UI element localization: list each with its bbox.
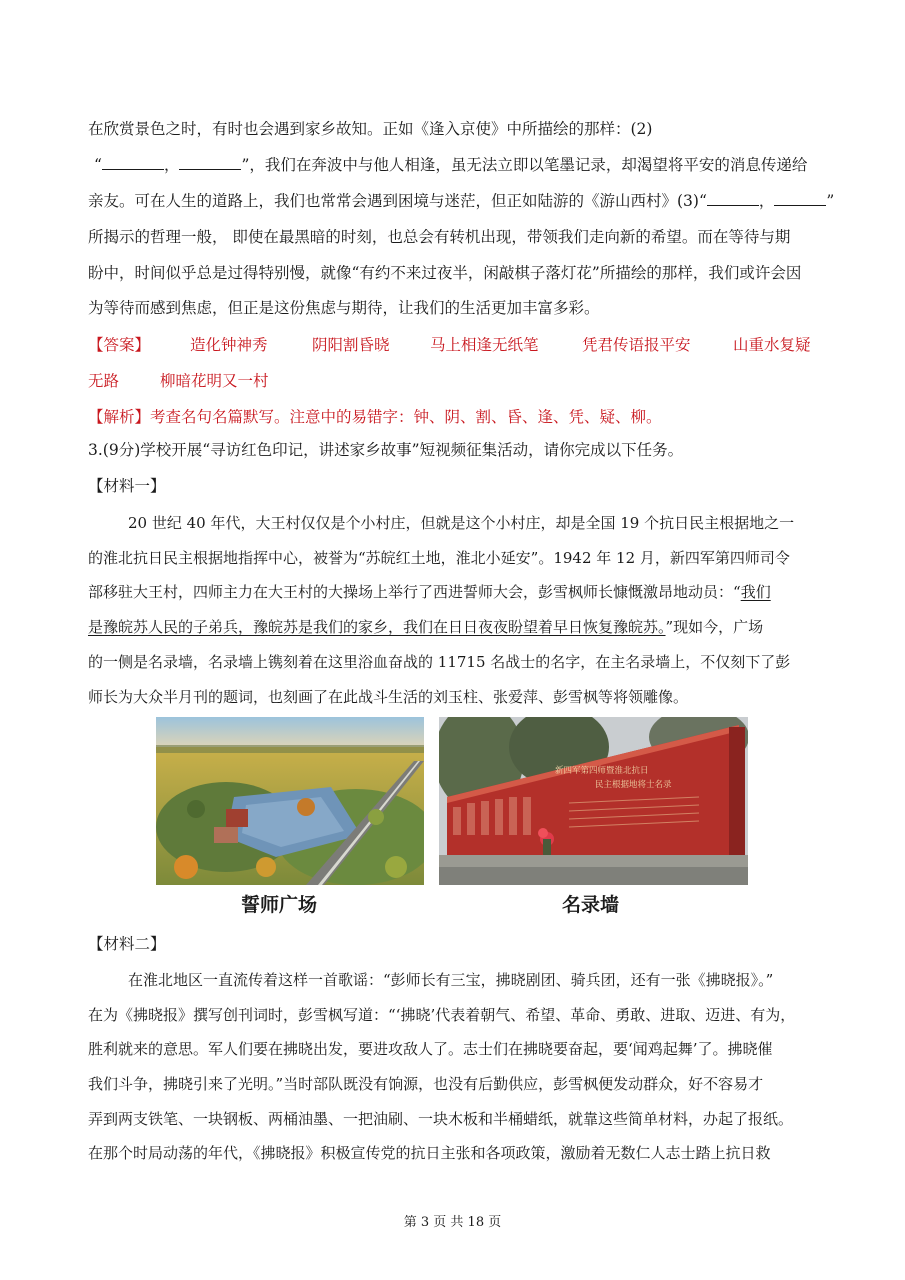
passage-line-3 <box>88 191 834 211</box>
blank-3 <box>707 191 759 206</box>
material1-line-3 <box>88 582 771 602</box>
passage-line-3-text: 亲友。可在人生的道路上，我们也常常会遇到困境与迷茫，但正如陆游的《游山西村》(3)“ <box>88 192 707 210</box>
close-quote: ” <box>826 192 835 210</box>
question-3: 3.(9分)学校开展“寻访红色印记，讲述家乡故事”短视频征集活动，请你完成以下任务。 <box>88 441 684 459</box>
material1-line-1: 20 世纪 40 年代，大王村仅仅是个小村庄，但就是这个小村庄，却是全国 19 个抗日民主根据地之一 <box>128 514 795 532</box>
material2-heading: 【材料二】 <box>88 935 166 953</box>
oath-square-illustration <box>156 717 424 885</box>
passage-line-2 <box>94 155 807 175</box>
wall-inscription-2: 民主根据地将士名录 <box>595 780 672 790</box>
comma: ， <box>163 156 180 174</box>
analysis-text: 【解析】考查名句名篇默写。注意中的易错字：钟、阴、割、昏、逢、凭、疑、柳。 <box>88 408 662 426</box>
underlined-quote: 是豫皖苏人民的子弟兵，豫皖苏是我们的家乡，我们在日日夜夜盼望着早日恢复豫皖苏。 <box>88 618 666 636</box>
material1-line-6: 师长为大众半月刊的题词，也刻画了在此战斗生活的刘玉柱、张爱萍、彭雪枫等将领雕像。 <box>88 688 689 706</box>
open-quote: “ <box>94 156 102 174</box>
name-wall-caption: 名录墙 <box>562 894 620 916</box>
answer-item-3: 马上相逢无纸笔 <box>430 336 539 354</box>
oath-square-photo <box>156 717 424 885</box>
passage-line-1: 在欣赏景色之时，有时也会遇到家乡故知。正如《逢入京使》中所描绘的那样：(2) <box>88 120 653 138</box>
material1-line-4 <box>88 617 763 637</box>
oath-square-caption: 誓师广场 <box>241 894 318 916</box>
name-wall-photo <box>439 717 748 885</box>
material1-line-2: 的淮北抗日民主根据地指挥中心，被誉为“苏皖红土地，淮北小延安”。1942 年 12 月，新四军第四师司令 <box>88 549 790 567</box>
answer-item-2: 阴阳割昏晓 <box>312 336 390 354</box>
material2-line-6: 在那个时局动荡的年代，《拂晓报》积极宣传党的抗日主张和各项政策，激励着无数仁人志士踏上抗日救 <box>88 1144 771 1162</box>
passage-line-6: 为等待而感到焦虑，但正是这份焦虑与期待，让我们的生活更加丰富多彩。 <box>88 299 600 317</box>
passage-line-4: 所揭示的哲理一般， 即使在最黑暗的时刻，也总会有转机出现，带领我们走向新的希望。而在等待与期 <box>88 228 791 246</box>
underlined-quote-start: 我们 <box>740 583 771 601</box>
passage-line-2-text: ”，我们在奔波中与他人相逢，虽无法立即以笔墨记录，却渴望将平安的消息传递给 <box>241 156 808 174</box>
material1-line-4-text: ”现如今，广场 <box>665 618 764 636</box>
material2-line-1: 在淮北地区一直流传着这样一首歌谣：“彭师长有三宝，拂晓剧团、骑兵团，还有一张《拂晓报》。” <box>128 971 774 989</box>
material1-heading: 【材料一】 <box>88 477 166 495</box>
comma: ， <box>758 192 775 210</box>
material1-line-3-text: 部移驻大王村，四师主力在大王村的大操场上举行了西进誓师大会，彭雪枫师长慷慨激昂地动员：“ <box>88 583 741 601</box>
wall-inscription-1: 新四军第四师暨淮北抗日 <box>555 766 649 776</box>
material2-line-3: 胜利就来的意思。军人们要在拂晓出发，要进攻敌人了。志士们在拂晓要奋起，要‘闻鸡起舞’了。拂晓催 <box>88 1040 773 1058</box>
answer-label: 【答案】 <box>88 336 151 354</box>
blank-4 <box>774 191 826 206</box>
answer-item-5-cont: 无路 <box>88 372 120 390</box>
answer-item-1: 造化钟神秀 <box>190 336 268 354</box>
material1-line-5: 的一侧是名录墙，名录墙上镌刻着在这里浴血奋战的 11715 名战士的名字，在主名录墙上，不仅刻下了彭 <box>88 653 791 671</box>
passage-line-5: 盼中，时间似乎总是过得特别慢，就像“有约不来过夜半，闲敲棋子落灯花”所描绘的那样，我们或许会因 <box>88 264 802 282</box>
blank-2 <box>179 155 241 170</box>
name-wall-illustration <box>439 717 748 885</box>
answer-item-5: 山重水复疑 <box>733 336 811 354</box>
answer-item-6: 柳暗花明又一村 <box>160 372 269 390</box>
material2-line-2: 在为《拂晓报》撰写创刊词时，彭雪枫写道：“‘拂晓’代表着朝气、希望、革命、勇敢、进取、迈进、有为， <box>88 1006 796 1024</box>
answer-item-4: 凭君传语报平安 <box>582 336 691 354</box>
blank-1 <box>102 155 164 170</box>
material2-line-4: 我们斗争，拂晓引来了光明。”当时部队既没有饷源，也没有后勤供应，彭雪枫便发动群众，好不容易才 <box>88 1075 764 1093</box>
material2-line-5: 弄到两支铁笔、一块钢板、两桶油墨、一把油刷、一块木板和半桶蜡纸，就靠这些简单材料，办起了报纸。 <box>88 1110 794 1128</box>
page-number: 第 3 页 共 18 页 <box>403 1215 502 1230</box>
